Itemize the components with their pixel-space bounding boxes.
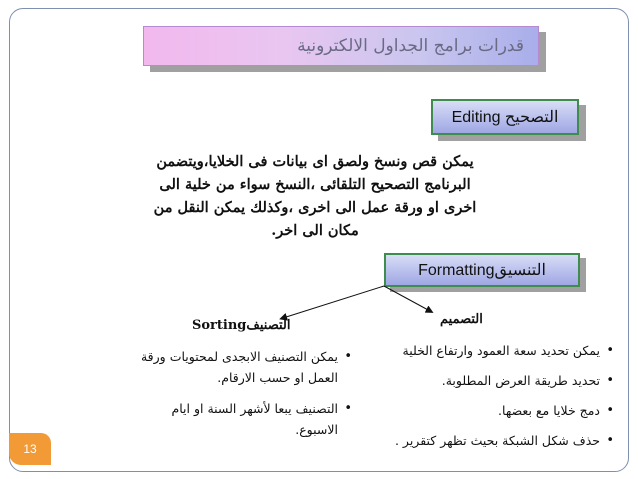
arrow-to-sorting	[283, 286, 384, 318]
design-heading: التصميم	[440, 312, 483, 327]
arrow-to-design	[384, 286, 430, 311]
page-number: 13	[23, 442, 37, 456]
list-item: • حذف شكل الشبكة بحيث تظهر كتقرير .	[344, 430, 614, 452]
list-item: • دمج خلايا مع بعضها.	[344, 400, 614, 422]
paragraph-line: اخرى او ورقة عمل الى اخرى ،وكذلك يمكن النقل من	[153, 199, 477, 216]
bullet-icon: •	[606, 343, 614, 358]
page-number-badge	[9, 433, 51, 465]
paragraph-line: يمكن قص ونسخ ولصق اى بيانات فى الخلايا،ويتضمن	[156, 153, 474, 170]
slide-title: قدرات برامج الجداول الالكترونية	[297, 36, 524, 56]
list-item: • يمكن التصنيف الابجدى لمحتويات ورقة العمل او حسب الارقام.	[127, 346, 352, 388]
bullet-icon: •	[606, 433, 614, 448]
bullet-icon: •	[344, 349, 352, 364]
list-item: • التصنيف يبعا لأشهر السنة او ايام الاسبوع.	[127, 398, 352, 440]
paragraph-line: البرنامج التصحيح التلقائى ،النسخ سواء من خلية الى	[159, 176, 471, 193]
bullet-icon: •	[344, 401, 352, 416]
design-list	[344, 340, 614, 460]
formatting-label: التنسيقFormatting	[418, 262, 546, 279]
list-item: • يمكن تحديد سعة العمود وارتفاع الخلية	[344, 340, 614, 362]
bullet-icon: •	[606, 373, 614, 388]
list-item: • تحديد طريقة العرض المطلوبة.	[344, 370, 614, 392]
sorting-heading: التصنيفSorting	[192, 318, 291, 333]
bullet-icon: •	[606, 403, 614, 418]
sorting-list	[127, 346, 352, 450]
editing-label: التصحيح Editing	[451, 109, 559, 126]
paragraph-line: مكان الى اخر.	[271, 222, 359, 239]
